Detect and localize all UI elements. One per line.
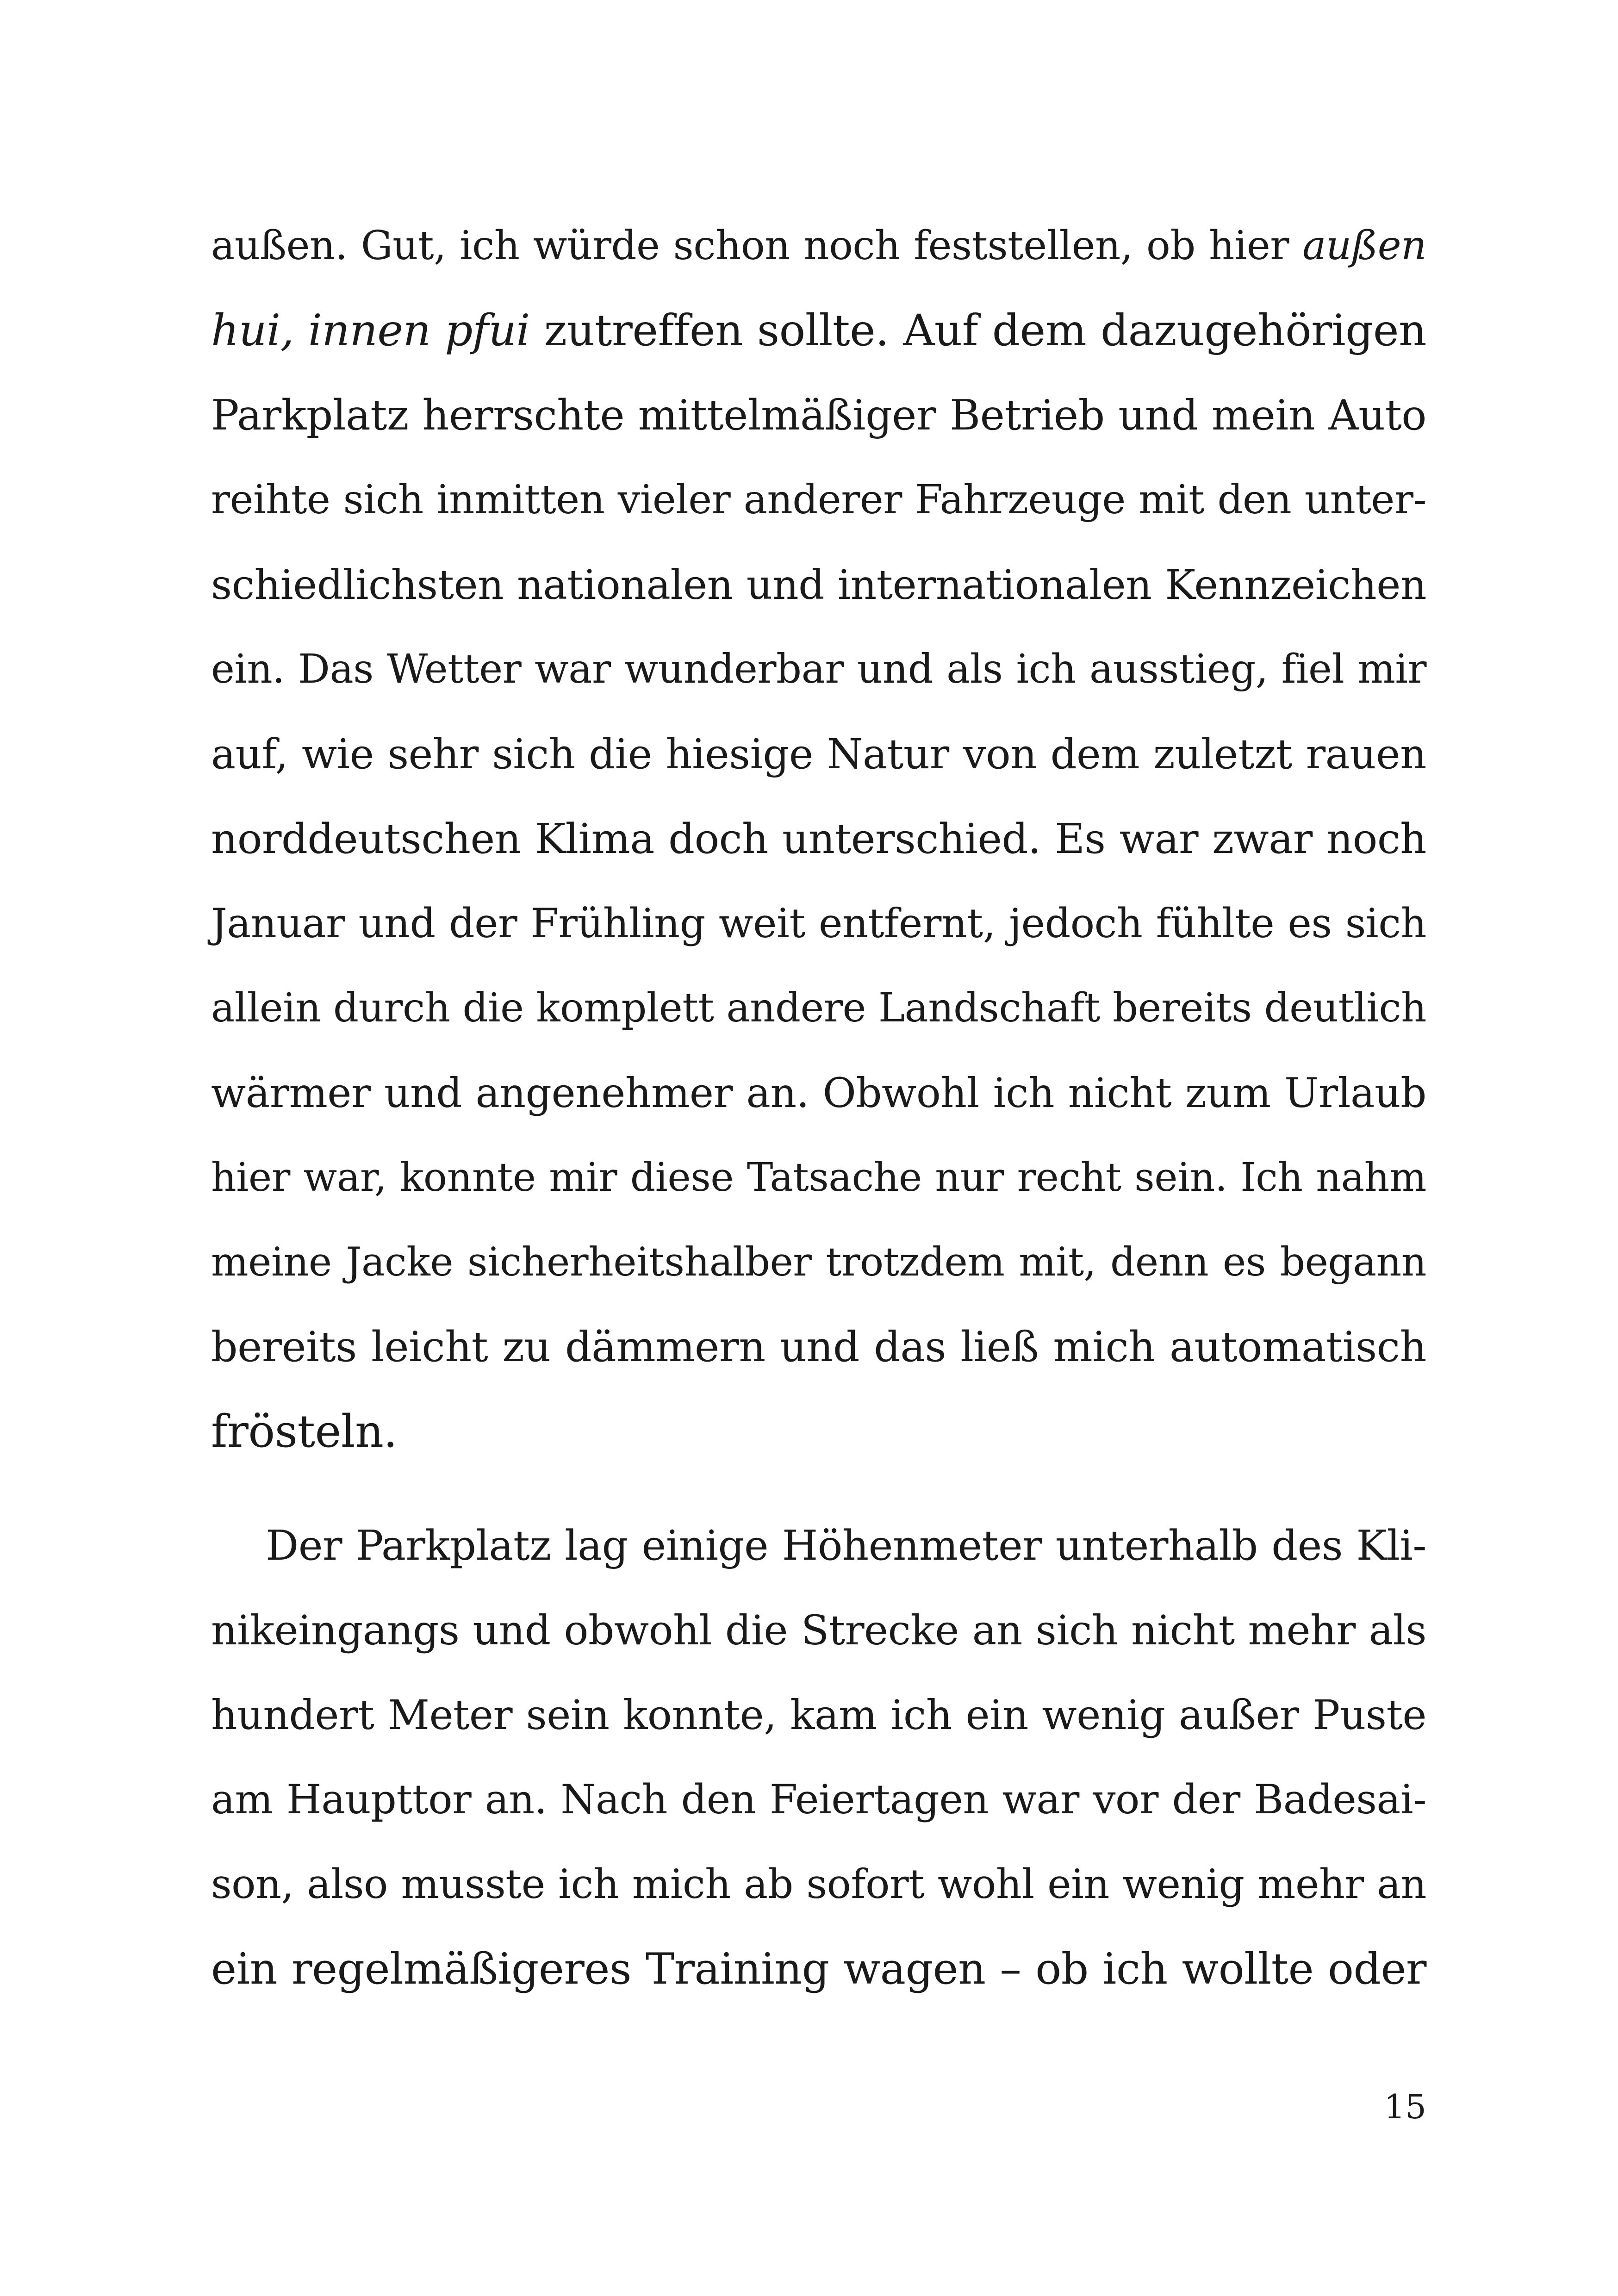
text-line: frösteln. — [211, 1406, 398, 1457]
text-line: hui, innen pfui zutreffen sollte. Auf dem dazugehörigen — [211, 305, 1427, 356]
text-line: Parkplatz herrschte mittelmäßiger Betrieb und mein Auto — [211, 391, 1426, 440]
text-line: meine Jacke sicherheitshalber trotzdem mit, denn es begann — [211, 1239, 1426, 1285]
text-line: norddeutschen Klima doch unterschied. Es war zwar noch — [211, 815, 1426, 863]
text-line: ein. Das Wetter war wunderbar und als ich ausstieg, fiel mir — [211, 646, 1426, 692]
text-line: son, also musste ich mich ab sofort wohl ein wenig mehr an — [211, 1860, 1426, 1908]
italic-phrase: außen — [1302, 223, 1426, 269]
text-line: hundert Meter sein konnte, kam ich ein wenig außer Puste — [211, 1691, 1426, 1739]
text-line: reihte sich inmitten vieler anderer Fahrzeuge mit den unter- — [211, 477, 1426, 523]
text-line: außen. Gut, ich würde schon noch feststellen, ob hier außen — [211, 223, 1426, 269]
paragraph-gap — [211, 1474, 1426, 1503]
text-line: nikeingangs und obwohl die Strecke an sich nicht mehr als — [211, 1606, 1426, 1654]
text-line: Januar und der Frühling weit entfernt, jedoch fühlte es sich — [211, 900, 1426, 947]
text-line: ein regelmäßigeres Training wagen – ob ich wollte oder — [211, 1944, 1426, 1994]
page-number: 15 — [1384, 2087, 1426, 2126]
text-line: bereits leicht zu dämmern und das ließ mich automatisch — [211, 1323, 1426, 1371]
italic-phrase: hui, innen pfui — [211, 305, 530, 356]
text-line: Der Parkplatz lag einige Höhenmeter unterhalb des Kli- — [266, 1521, 1426, 1569]
text-line: allein durch die komplett andere Landschaft bereits deutlich — [211, 985, 1426, 1031]
text-line: auf, wie sehr sich die hiesige Natur von dem zuletzt rauen — [211, 730, 1426, 778]
text-line: wärmer und angenehmer an. Obwohl ich nicht zum Urlaub — [211, 1069, 1426, 1117]
text-line: am Haupttor an. Nach den Feiertagen war vor der Badesai- — [211, 1776, 1426, 1823]
text-line: schiedlichsten nationalen und internationalen Kennzeichen — [211, 561, 1426, 609]
body-text — [211, 204, 1426, 2011]
text-line: hier war, konnte mir diese Tatsache nur recht sein. Ich nahm — [211, 1155, 1426, 1201]
